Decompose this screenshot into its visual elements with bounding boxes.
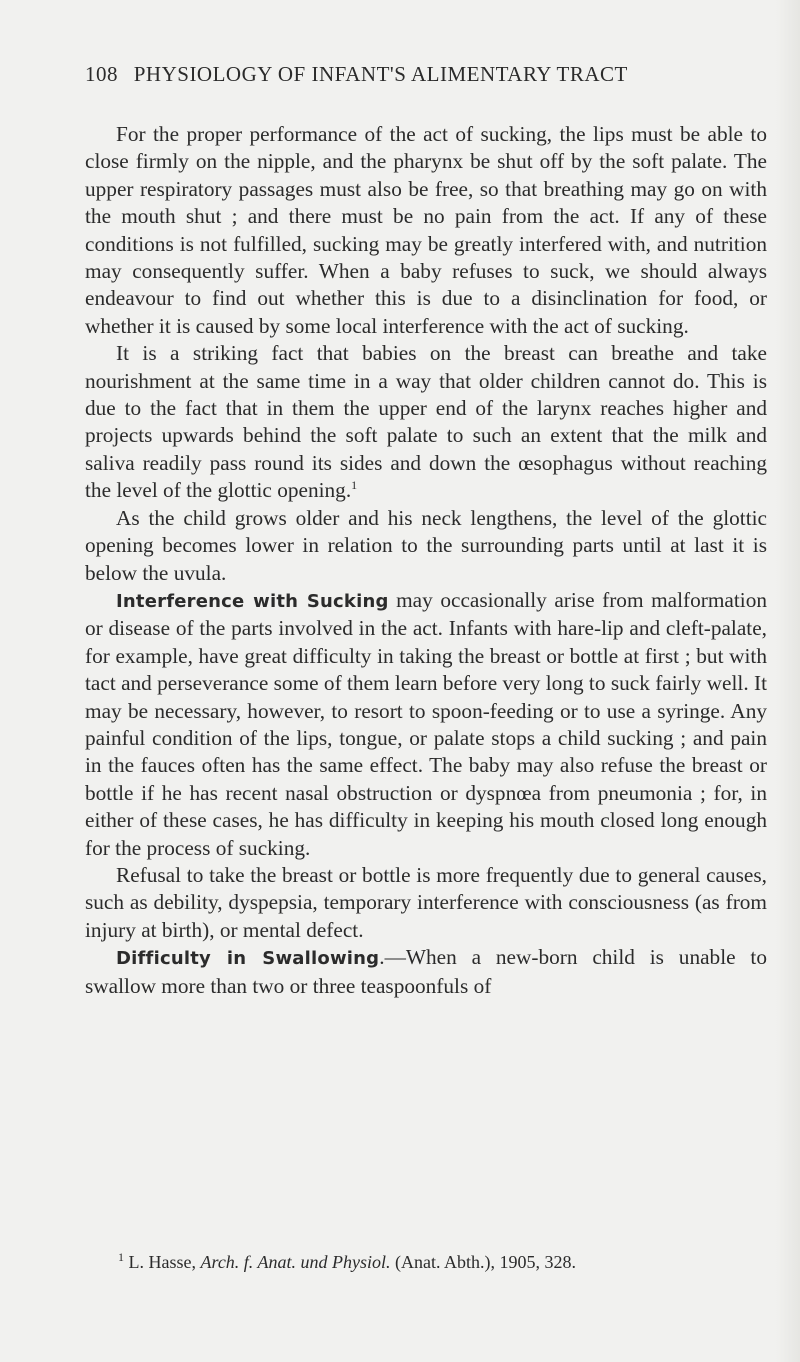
- paragraph-text: may occasionally arise from malformation or disease of the parts involved in the act. Infants with hare-lip and cleft-palate, for example, have great difficulty in taking the breast or bottle at first ; but with tact and perseverance some of them learn before very long to suck fairly well. It may be necessary, however, to resort to spoon-feeding or to use a syringe. Any painful condition of the lips, tongue, or palate stops a child sucking ; and pain in the fauces often has the same effect. The baby may also refuse the breast or bottle if he has recent nasal obstruction or dyspnœa from pneumonia ; for, in either of these cases, he has difficulty in keeping his mouth closed long enough for the process of sucking.: [85, 587, 767, 860]
- footnote-author: L. Hasse,: [124, 1252, 201, 1272]
- paragraph-difficulty-swallowing: [85, 944, 767, 1000]
- running-header: [85, 62, 765, 87]
- footnote: [118, 1252, 576, 1273]
- footnote-reference: 1: [351, 478, 358, 493]
- scan-edge-shadow: [776, 0, 800, 1362]
- paragraph-text: Refusal to take the breast or bottle is more frequently due to general causes, such as debility, dyspepsia, temporary interference with consciousness (as from injury at birth), or mental defect.: [85, 862, 767, 942]
- footnote-journal: Arch. f. Anat. und Physiol.: [200, 1252, 391, 1272]
- body-text: [85, 121, 767, 1000]
- running-title: PHYSIOLOGY OF INFANT'S ALIMENTARY TRACT: [133, 62, 628, 86]
- page-number: 108: [85, 62, 118, 86]
- run-in-heading: Interference with Sucking: [116, 590, 389, 612]
- paragraph-text: For the proper performance of the act of sucking, the lips must be able to close firmly on the nipple, and the pharynx be shut off by the soft palate. The upper respiratory passages must also be free, so that breathing may go on with the mouth shut ; and there must be no pain from the act. If any of these conditions is not fulfilled, sucking may be greatly interfered with, and nutrition may consequently suffer. When a baby refuses to suck, we should always endeavour to find out whether this is due to a disinclination for food, or whether it is caused by some local interference with the act of sucking.: [85, 122, 767, 338]
- paragraph-text: .—When a new-born child is unable to swallow more than two or three teaspoonfuls of: [85, 945, 767, 998]
- paragraph-text: As the child grows older and his neck lengthens, the level of the glottic opening becomes lower in relation to the surrounding parts until at last it is below the uvula.: [85, 505, 767, 585]
- paragraph-neck-growth: [85, 505, 767, 587]
- footnote-citation: (Anat. Abth.), 1905, 328.: [390, 1252, 576, 1272]
- run-in-heading: Difficulty in Swallowing: [116, 948, 380, 970]
- paragraph-interference-with-sucking: [85, 587, 767, 862]
- paragraph-larynx-position: [85, 340, 767, 504]
- paragraph-text: It is a striking fact that babies on the breast can breathe and take nourishment at the same time in a way that older children cannot do. This is due to the fact that in them the upper end of the larynx reaches higher and projects upwards behind the soft palate to such an extent that the milk and saliva readily pass round its sides and down the œsophagus without reaching the level of the glottic opening.: [85, 341, 767, 503]
- paragraph-sucking-requirements: [85, 121, 767, 340]
- footnote-marker: 1: [118, 1250, 124, 1264]
- paragraph-refusal-causes: [85, 862, 767, 944]
